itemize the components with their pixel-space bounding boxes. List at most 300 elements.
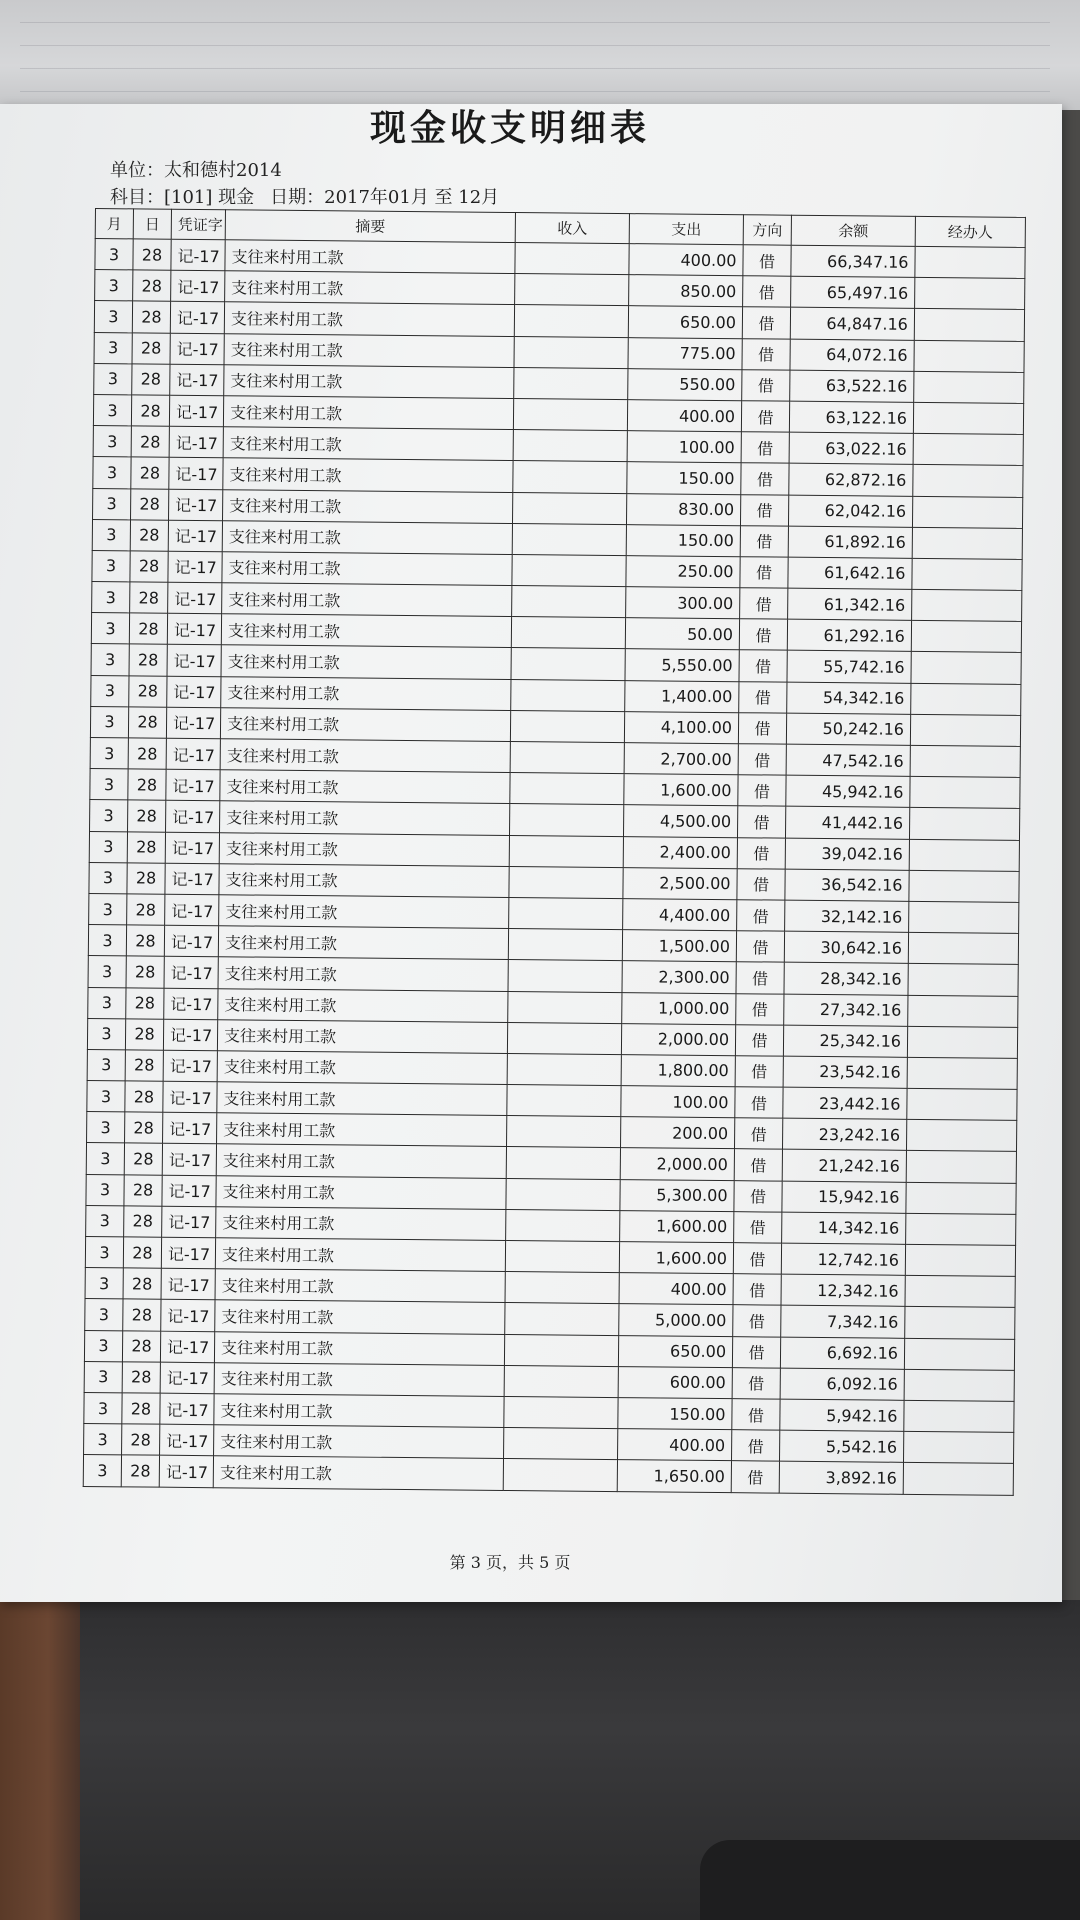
cell-day: 28: [131, 488, 169, 520]
cell-handler: [906, 1120, 1016, 1152]
cell-income: [505, 1240, 619, 1272]
cell-income: [515, 274, 629, 306]
cell-day: 28: [123, 1299, 161, 1331]
cell-expense: 50.00: [625, 618, 739, 650]
cell-expense: 1,000.00: [622, 992, 736, 1024]
cell-day: 28: [130, 520, 168, 552]
cell-summary: 支往来村用工款: [221, 676, 511, 710]
cell-day: 28: [122, 1330, 160, 1362]
subject-line: [110, 183, 515, 209]
cell-income: [509, 866, 623, 898]
cell-month: 3: [90, 737, 128, 769]
cell-summary: 支往来村用工款: [220, 739, 510, 773]
cell-month: 3: [95, 270, 133, 302]
cell-day: 28: [128, 800, 166, 832]
cell-summary: 支往来村用工款: [217, 1082, 507, 1116]
header-handler: 经办人: [915, 216, 1025, 247]
cell-income: [507, 1053, 621, 1085]
cell-handler: [909, 808, 1019, 840]
cell-voucher: 记-17: [165, 863, 219, 895]
cell-day: 28: [133, 239, 171, 271]
cell-voucher: 记-17: [167, 645, 221, 677]
cell-voucher: 记-17: [165, 832, 219, 864]
cell-month: 3: [93, 457, 131, 489]
cell-day: 28: [130, 582, 168, 614]
cell-voucher: 记-17: [166, 707, 220, 739]
cell-expense: 1,800.00: [621, 1054, 735, 1086]
cell-day: 28: [129, 675, 167, 707]
cell-income: [512, 523, 626, 555]
cell-direction: 借: [735, 1056, 783, 1088]
cell-income: [514, 367, 628, 399]
cell-handler: [908, 932, 1018, 964]
cell-voucher: 记-17: [169, 426, 223, 458]
cell-handler: [913, 402, 1023, 434]
cell-summary: 支往来村用工款: [218, 926, 508, 960]
cell-voucher: 记-17: [160, 1331, 214, 1363]
cell-income: [512, 586, 626, 618]
cell-handler: [914, 309, 1024, 341]
cell-direction: 借: [733, 1243, 781, 1275]
cell-income: [507, 1022, 621, 1054]
cell-balance: 63,522.16: [790, 370, 914, 402]
cell-expense: 300.00: [626, 587, 740, 619]
cell-month: 3: [89, 893, 127, 925]
cell-month: 3: [90, 706, 128, 738]
cell-direction: 借: [738, 775, 786, 807]
cell-summary: 支往来村用工款: [222, 520, 512, 554]
cell-income: [505, 1303, 619, 1335]
cell-voucher: 记-17: [163, 1081, 217, 1113]
cell-balance: 61,292.16: [787, 619, 911, 651]
cell-voucher: 记-17: [162, 1206, 216, 1238]
cell-income: [511, 617, 625, 649]
cell-voucher: 记-17: [168, 582, 222, 614]
cell-balance: 23,442.16: [783, 1087, 907, 1119]
cell-income: [503, 1459, 617, 1491]
cell-income: [512, 492, 626, 524]
cell-handler: [905, 1244, 1015, 1276]
cell-summary: 支往来村用工款: [218, 988, 508, 1022]
cell-handler: [904, 1400, 1014, 1432]
cell-direction: 借: [742, 338, 790, 370]
cell-direction: 借: [734, 1149, 782, 1181]
cell-expense: 2,000.00: [620, 1148, 734, 1180]
cell-summary: 支往来村用工款: [217, 1019, 507, 1053]
cell-voucher: 记-17: [162, 1144, 216, 1176]
cell-expense: 1,500.00: [622, 930, 736, 962]
cell-handler: [907, 1057, 1017, 1089]
cell-direction: 借: [736, 993, 784, 1025]
cell-handler: [912, 589, 1022, 621]
cell-handler: [910, 714, 1020, 746]
cell-income: [514, 305, 628, 337]
cell-summary: 支往来村用工款: [213, 1456, 503, 1490]
cell-expense: 400.00: [629, 244, 743, 276]
cell-direction: 借: [738, 713, 786, 745]
cell-day: 28: [127, 831, 165, 863]
cell-expense: 1,600.00: [624, 774, 738, 806]
cell-direction: 借: [733, 1274, 781, 1306]
cell-direction: 借: [734, 1118, 782, 1150]
cell-voucher: 记-17: [163, 1112, 217, 1144]
cell-month: 3: [85, 1236, 123, 1268]
cell-handler: [904, 1369, 1014, 1401]
cell-summary: 支往来村用工款: [221, 614, 511, 648]
cell-day: 28: [126, 956, 164, 988]
cell-balance: 15,942.16: [782, 1181, 906, 1213]
cell-summary: 支往来村用工款: [219, 832, 509, 866]
cell-direction: 借: [741, 463, 789, 495]
cell-direction: 借: [734, 1211, 782, 1243]
cell-balance: 25,342.16: [783, 1025, 907, 1057]
cell-handler: [911, 621, 1021, 653]
cell-direction: 借: [742, 369, 790, 401]
cell-day: 28: [132, 332, 170, 364]
cell-month: 3: [91, 675, 129, 707]
cell-summary: 支往来村用工款: [214, 1425, 504, 1459]
cell-day: 28: [122, 1393, 160, 1425]
cell-handler: [911, 683, 1021, 715]
cell-voucher: 记-17: [171, 270, 225, 302]
cell-month: 3: [93, 426, 131, 458]
cell-income: [512, 554, 626, 586]
cell-voucher: 记-17: [164, 988, 218, 1020]
cell-month: 3: [93, 488, 131, 520]
header-day: 日: [133, 209, 171, 239]
cell-handler: [908, 995, 1018, 1027]
cell-balance: 63,022.16: [789, 432, 913, 464]
unit-label: 单位：太和德村2014: [110, 160, 282, 181]
cell-month: 3: [94, 301, 132, 333]
cell-expense: 550.00: [628, 368, 742, 400]
cell-income: [506, 1147, 620, 1179]
cell-summary: 支往来村用工款: [223, 458, 513, 492]
cell-direction: 借: [735, 1024, 783, 1056]
cell-balance: 66,347.16: [791, 245, 915, 277]
cell-voucher: 记-17: [161, 1300, 215, 1332]
cell-handler: [910, 745, 1020, 777]
cell-voucher: 记-17: [161, 1268, 215, 1300]
cell-summary: 支往来村用工款: [215, 1238, 505, 1272]
cell-balance: 36,542.16: [785, 869, 909, 901]
cell-day: 28: [127, 863, 165, 895]
cell-day: 28: [127, 894, 165, 926]
cell-month: 3: [84, 1330, 122, 1362]
cell-month: 3: [90, 769, 128, 801]
cell-balance: 39,042.16: [785, 838, 909, 870]
cell-direction: 借: [735, 1087, 783, 1119]
cell-handler: [911, 652, 1021, 684]
cell-balance: 6,692.16: [780, 1337, 904, 1369]
cell-summary: 支往来村用工款: [214, 1394, 504, 1428]
cell-expense: 4,100.00: [624, 711, 738, 743]
cell-month: 3: [85, 1299, 123, 1331]
cell-summary: 支往来村用工款: [217, 1113, 507, 1147]
cell-day: 28: [125, 1019, 163, 1051]
cell-month: 3: [89, 831, 127, 863]
cell-day: 28: [132, 301, 170, 333]
cell-direction: 借: [739, 619, 787, 651]
cell-balance: 64,072.16: [790, 339, 914, 371]
document-title: 现金收支明细表: [369, 107, 650, 149]
cell-summary: 支往来村用工款: [216, 1207, 506, 1241]
cell-income: [509, 835, 623, 867]
cell-income: [504, 1334, 618, 1366]
cell-direction: 借: [740, 557, 788, 589]
cell-summary: 支往来村用工款: [218, 957, 508, 991]
cell-balance: 5,942.16: [780, 1399, 904, 1431]
cell-direction: 借: [743, 276, 791, 308]
cell-voucher: 记-17: [161, 1237, 215, 1269]
cell-month: 3: [95, 239, 133, 271]
cell-expense: 850.00: [629, 275, 743, 307]
cell-expense: 2,000.00: [621, 1023, 735, 1055]
cell-day: 28: [124, 1206, 162, 1238]
cell-summary: 支往来村用工款: [219, 895, 509, 929]
cell-summary: 支往来村用工款: [214, 1331, 504, 1365]
cell-handler: [912, 558, 1022, 590]
cell-balance: 41,442.16: [785, 807, 909, 839]
cell-summary: 支往来村用工款: [220, 708, 510, 742]
cell-day: 28: [122, 1362, 160, 1394]
cell-month: 3: [87, 1018, 125, 1050]
cell-month: 3: [91, 613, 129, 645]
cell-voucher: 记-17: [160, 1424, 214, 1456]
cell-voucher: 记-17: [163, 1019, 217, 1051]
cell-voucher: 记-17: [167, 613, 221, 645]
cell-summary: 支往来村用工款: [225, 271, 515, 305]
cell-handler: [905, 1276, 1015, 1308]
cell-summary: 支往来村用工款: [225, 240, 515, 274]
cell-income: [509, 897, 623, 929]
cell-handler: [909, 839, 1019, 871]
cell-income: [514, 336, 628, 368]
cell-handler: [908, 964, 1018, 996]
cell-balance: 63,122.16: [789, 401, 913, 433]
cell-day: 28: [131, 426, 169, 458]
cell-month: 3: [90, 800, 128, 832]
cell-balance: 7,342.16: [781, 1306, 905, 1338]
cell-expense: 1,400.00: [625, 680, 739, 712]
cell-handler: [914, 340, 1024, 372]
cell-summary: 支往来村用工款: [222, 552, 512, 586]
cell-month: 3: [84, 1361, 122, 1393]
cell-balance: 65,497.16: [791, 276, 915, 308]
cell-month: 3: [91, 644, 129, 676]
cell-direction: 借: [737, 837, 785, 869]
cell-income: [505, 1272, 619, 1304]
cell-income: [506, 1178, 620, 1210]
cell-voucher: 记-17: [167, 676, 221, 708]
cell-summary: 支往来村用工款: [215, 1300, 505, 1334]
cell-day: 28: [132, 364, 170, 396]
cell-summary: 支往来村用工款: [221, 645, 511, 679]
cell-summary: 支往来村用工款: [215, 1269, 505, 1303]
cell-handler: [907, 1026, 1017, 1058]
cell-expense: 400.00: [618, 1429, 732, 1461]
cell-balance: 28,342.16: [784, 962, 908, 994]
cell-income: [511, 679, 625, 711]
cell-balance: 50,242.16: [786, 713, 910, 745]
cell-direction: 借: [739, 650, 787, 682]
cell-expense: 1,600.00: [620, 1210, 734, 1242]
cash-ledger-table: [83, 208, 1026, 1495]
cell-balance: 12,742.16: [781, 1243, 905, 1275]
cell-day: 28: [125, 1050, 163, 1082]
cell-day: 28: [133, 270, 171, 302]
cell-income: [515, 243, 629, 275]
cell-month: 3: [92, 550, 130, 582]
cell-expense: 150.00: [627, 462, 741, 494]
cell-balance: 47,542.16: [786, 744, 910, 776]
page-footer: 第 3 页，共 5 页: [449, 1553, 571, 1572]
cell-expense: 1,650.00: [617, 1460, 731, 1492]
cell-expense: 600.00: [618, 1366, 732, 1398]
cell-income: [504, 1428, 618, 1460]
cell-income: [513, 398, 627, 430]
cell-summary: 支往来村用工款: [223, 489, 513, 523]
cell-income: [507, 1085, 621, 1117]
cell-handler: [909, 870, 1019, 902]
cell-income: [513, 461, 627, 493]
cell-summary: 支往来村用工款: [219, 863, 509, 897]
cell-expense: 400.00: [627, 400, 741, 432]
cell-expense: 150.00: [618, 1398, 732, 1430]
cell-direction: 借: [740, 525, 788, 557]
cell-month: 3: [88, 925, 126, 957]
cell-summary: 支往来村用工款: [216, 1144, 506, 1178]
cell-day: 28: [131, 457, 169, 489]
cell-expense: 650.00: [628, 306, 742, 338]
cell-direction: 借: [741, 432, 789, 464]
cell-summary: 支往来村用工款: [220, 770, 510, 804]
cell-balance: 5,542.16: [779, 1430, 903, 1462]
cell-summary: 支往来村用工款: [224, 302, 514, 336]
cell-direction: 借: [738, 744, 786, 776]
cell-day: 28: [124, 1174, 162, 1206]
header-balance: 余额: [791, 215, 915, 246]
cell-balance: 3,892.16: [779, 1461, 903, 1493]
cell-voucher: 记-17: [164, 925, 218, 957]
cell-summary: 支往来村用工款: [224, 364, 514, 398]
cell-summary: 支往来村用工款: [216, 1175, 506, 1209]
cell-income: [508, 991, 622, 1023]
cell-summary: 支往来村用工款: [223, 427, 513, 461]
cell-expense: 5,300.00: [620, 1179, 734, 1211]
cell-direction: 借: [740, 588, 788, 620]
cell-voucher: 记-17: [166, 801, 220, 833]
cell-income: [511, 648, 625, 680]
wooden-desk-edge: [0, 1590, 80, 1920]
cell-voucher: 记-17: [165, 894, 219, 926]
cell-voucher: 记-17: [163, 1050, 217, 1082]
cell-expense: 250.00: [626, 555, 740, 587]
period-label: 日期：2017年01月 至 12月: [270, 187, 500, 208]
cell-direction: 借: [732, 1430, 780, 1462]
cell-day: 28: [125, 1081, 163, 1113]
cell-balance: 23,242.16: [782, 1118, 906, 1150]
cell-voucher: 记-17: [169, 458, 223, 490]
cell-income: [506, 1209, 620, 1241]
cell-month: 3: [85, 1268, 123, 1300]
cell-expense: 2,700.00: [624, 743, 738, 775]
cell-day: 28: [126, 987, 164, 1019]
cell-handler: [906, 1213, 1016, 1245]
cell-handler: [906, 1151, 1016, 1183]
cell-day: 28: [122, 1424, 160, 1456]
cell-day: 28: [130, 551, 168, 583]
cell-day: 28: [131, 395, 169, 427]
cell-voucher: 记-17: [166, 738, 220, 770]
underlying-page-lines: [20, 0, 1050, 95]
cell-handler: [909, 901, 1019, 933]
cell-day: 28: [124, 1143, 162, 1175]
cell-month: 3: [86, 1174, 124, 1206]
cell-direction: 借: [743, 245, 791, 277]
laptop-edge: [700, 1840, 1080, 1920]
cell-month: 3: [92, 519, 130, 551]
cell-direction: 借: [733, 1305, 781, 1337]
cell-summary: 支往来村用工款: [217, 1051, 507, 1085]
cell-balance: 61,342.16: [788, 588, 912, 620]
cell-expense: 4,500.00: [623, 805, 737, 837]
cell-balance: 30,642.16: [784, 931, 908, 963]
cell-income: [510, 710, 624, 742]
cell-direction: 借: [737, 806, 785, 838]
unit-line: [110, 156, 298, 182]
cell-income: [510, 742, 624, 774]
cell-day: 28: [128, 707, 166, 739]
cell-expense: 830.00: [626, 493, 740, 525]
cell-direction: 借: [742, 307, 790, 339]
cell-day: 28: [121, 1455, 159, 1487]
cell-income: [507, 1116, 621, 1148]
cell-expense: 2,300.00: [622, 961, 736, 993]
table-body: [83, 239, 1025, 1495]
header-income: 收入: [515, 213, 629, 244]
subject-label: 科目：[101] 现金: [110, 187, 255, 208]
cell-voucher: 记-17: [171, 239, 225, 271]
cell-voucher: 记-17: [166, 769, 220, 801]
cell-day: 28: [129, 613, 167, 645]
cell-day: 28: [125, 1112, 163, 1144]
cell-month: 3: [93, 394, 131, 426]
cell-expense: 100.00: [627, 431, 741, 463]
cell-handler: [906, 1182, 1016, 1214]
cell-month: 3: [86, 1205, 124, 1237]
cell-handler: [912, 527, 1022, 559]
cell-balance: 23,542.16: [783, 1056, 907, 1088]
cell-direction: 借: [737, 900, 785, 932]
cell-expense: 100.00: [621, 1086, 735, 1118]
header-direction: 方向: [743, 215, 791, 245]
cell-handler: [913, 433, 1023, 465]
cell-direction: 借: [740, 494, 788, 526]
cell-direction: 借: [739, 681, 787, 713]
header-voucher: 凭证字: [171, 209, 225, 240]
cell-month: 3: [89, 862, 127, 894]
cell-voucher: 记-17: [159, 1455, 213, 1487]
cell-month: 3: [92, 582, 130, 614]
cell-summary: 支往来村用工款: [214, 1362, 504, 1396]
cell-handler: [910, 777, 1020, 809]
cell-balance: 55,742.16: [787, 651, 911, 683]
cell-direction: 借: [736, 931, 784, 963]
underlying-page: [0, 0, 1080, 110]
cell-income: [504, 1396, 618, 1428]
cell-month: 3: [83, 1455, 121, 1487]
